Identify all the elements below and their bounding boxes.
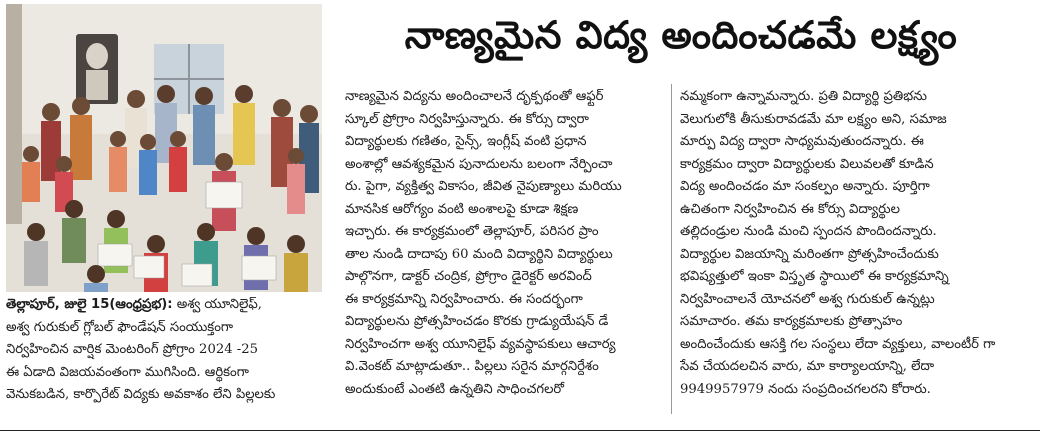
- article-line: [6, 294, 322, 317]
- article-line: తల్లిదండ్రుల నుండి మంచి స్పందన పొందిందన్నారు.: [680, 224, 937, 239]
- article-line: 9949957979 నందు సంప్రదించగలరని కోరారు.: [680, 381, 931, 397]
- article-line: విద్యార్థులకు గణితం, సైన్స్, ఇంగ్లీష్ వంటి ప్రధాన: [345, 134, 587, 149]
- article-line: నిర్వహించాలనే యోచనలో అశ్వ గురుకుల్ ఉన్నట్లు: [680, 291, 935, 307]
- group-photo-illustration: [6, 4, 322, 292]
- article-headline: నాణ్యమైన విద్య అందించడమే లక్ష్యం: [404, 13, 958, 57]
- article-photo: [6, 4, 322, 292]
- article-line: మార్పు విద్య ద్వారా సాధ్యమవుతుందన్నారు. ఈ: [680, 134, 924, 149]
- article-line: వెనుకబడిన, కార్పొరేట్ విద్యకు అవకాశం లేని పిల్లలకు: [6, 387, 276, 402]
- article-line: ఇచ్చారు. ఈ కార్యక్రమంలో తెల్లాపూర్, పరిసర ప్రాం: [345, 224, 599, 239]
- article-line: నిర్వహించిన వార్షిక మెంటరింగ్ ప్రోగ్రాం 2024 -25: [6, 342, 259, 357]
- article-line: స్కూల్ ప్రోగ్రాం నిర్వహిస్తున్నారు. ఈ కోర్సు ద్వారా: [345, 111, 589, 127]
- article-line: తాల నుండి దాదాపు 60 మంది విద్యార్థిని విద్యార్థులు: [345, 246, 613, 262]
- article-line: అంశాల్లో ఆవశ్యకమైన పునాదులను బలంగా నేర్పించా: [345, 156, 613, 172]
- article-line: నిర్వహించగా అశ్వ యూనిలైఫ్ వ్యవస్థాపకులు ఆచార్య: [345, 336, 616, 352]
- article-line: వి.వెంకట్ మాట్లాడుతూ.. పిల్లలు సరైన మార్గనిర్దేశం: [345, 359, 599, 374]
- article-column-3: [680, 86, 1032, 401]
- article-line: అశ్వ గురుకుల్ గ్లోబల్ ఫౌండేషన్ సంయుక్తంగా: [6, 319, 234, 335]
- article-line: అందుకుంటే ఎంతటి ఉన్నతిని సాధించగలరో: [345, 381, 565, 397]
- article-line: ఈ ఏడాది విజయవంతంగా ముగిసింది. ఆర్థికంగా: [6, 364, 249, 380]
- article-line: రు. పైగా, వ్యక్తిత్వ వికాసం, జీవిత నైపుణ్యాలు మరియు: [345, 179, 622, 194]
- bottom-rule: [0, 430, 1040, 431]
- article-line: పాల్గొనగా, డాక్టర్ చంద్రిక, ప్రోగ్రాం డైరెక్టర్ అరవింద్: [345, 269, 592, 284]
- article-line: విద్యార్థులను ప్రోత్సహించడం కొరకు గ్రాడ్యుయేషన్ డే: [345, 314, 609, 329]
- article-line: విద్యార్థుల విజయాన్ని మరింతగా ప్రోత్సహించేందుకు: [680, 246, 939, 262]
- article-column-2: [345, 86, 665, 401]
- column-divider: [671, 84, 672, 414]
- article-line: మానసిక ఆరోగ్యం వంటి అంశాలపై కూడా శిక్షణ: [345, 201, 579, 217]
- article-line: విద్య అందించడం మా సంకల్పం అన్నారు. పూర్తిగా: [680, 179, 930, 194]
- article-line: నాణ్యమైన విద్యను అందించాలనే దృక్పథంతో ఆఫ్టర్: [345, 89, 604, 104]
- article-line: అందించేందుకు ఆసక్తి గల సంస్థలు లేదా వ్యక్తులు, వాలంటీర్ గా: [680, 336, 996, 352]
- article-line: కార్యక్రమం ద్వారా విద్యార్థులకు విలువలతో కూడిన: [680, 156, 934, 172]
- dateline: తెల్లాపూర్, జులై 15(ఆంధ్రప్రభ):: [6, 297, 173, 312]
- article-line: భవిష్యత్తులో ఇంకా విస్తృత స్థాయిలో ఈ కార్యక్రమాన్ని: [680, 269, 949, 284]
- article-line: ఈ కార్యక్రమాన్ని నిర్వహించారు. ఈ సందర్భంగా: [345, 291, 583, 307]
- article-line: వెలుగులోకి తీసుకురావడమే మా లక్ష్యం అని, సమాజ: [680, 111, 947, 127]
- article-line-text: అశ్వ యూనిలైఫ్,: [172, 297, 262, 312]
- article-line: సేవ చేయదలచిన వారు, మా కార్యాలయాన్ని, లేదా: [680, 359, 935, 374]
- article-line: నమ్మకంగా ఉన్నామన్నారు. ప్రతి విద్యార్థి ప్రతిభను: [680, 89, 927, 104]
- article-line: ఉచితంగా నిర్వహించిన ఈ కోర్సు విద్యార్థుల: [680, 201, 900, 217]
- article-line: సమాచారం. తమ కార్యక్రమాలకు ప్రోత్సాహం: [680, 314, 903, 329]
- article-column-1: [6, 294, 322, 407]
